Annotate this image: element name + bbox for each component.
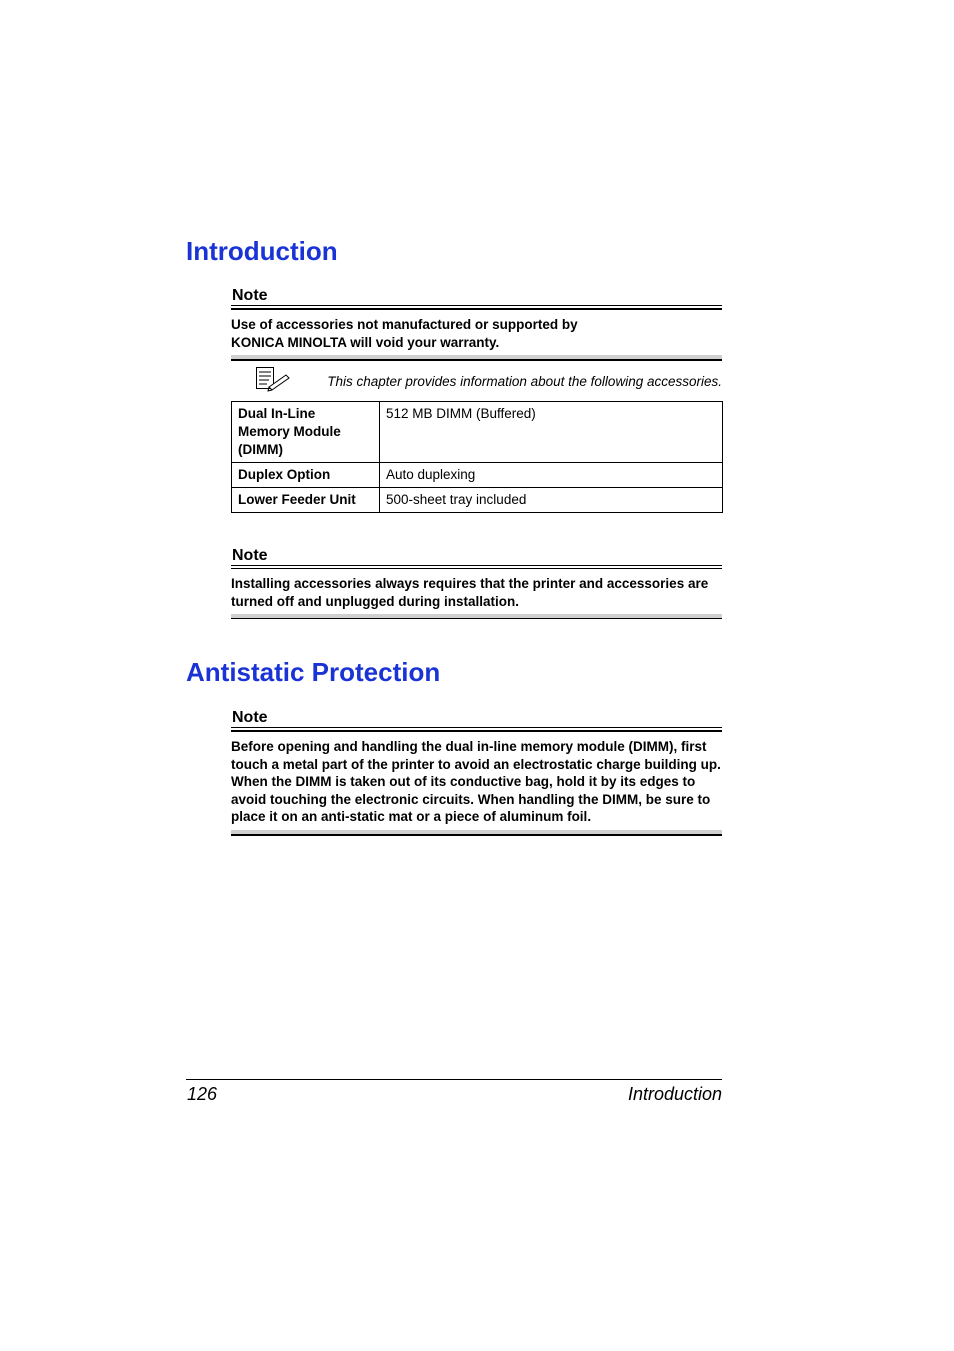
accessory-name-line: Memory Module: [238, 424, 341, 439]
note-text: Installing accessories always requires that the printer and accessories are turned off and unplugged during installation.: [231, 576, 709, 609]
note-header: [231, 543, 722, 566]
accessory-description: 512 MB DIMM (Buffered): [380, 402, 723, 463]
table-row: [232, 402, 723, 463]
note-label: Note: [232, 547, 268, 564]
chapter-note-text: This chapter provides information about the following accessories.: [327, 374, 722, 389]
footer-rule: [186, 1079, 722, 1080]
accessory-name-line: (DIMM): [238, 442, 283, 457]
note-label: Note: [232, 709, 268, 726]
accessory-name-line: Dual In-Line: [238, 406, 316, 421]
table-row: [232, 488, 723, 513]
accessory-name: Duplex Option: [232, 463, 380, 488]
antistatic-heading: Antistatic Protection: [186, 657, 441, 687]
note-text: Before opening and handling the dual in-line memory module (DIMM), first touch a metal part of the printer to avoid an electrostatic charge building up. When the DIMM is taken out of its conductive bag, hold it by its edges to avoid touching the electronic circuits. When handling the DIMM, be sure to place it on an anti-static mat or a piece of aluminum foil.: [231, 739, 721, 825]
note-text: [231, 310, 722, 355]
page-number: 126: [187, 1084, 218, 1104]
note-pencil-icon: [255, 366, 291, 392]
installing-note: [231, 543, 722, 619]
note-header: [231, 283, 722, 306]
accessory-name: Lower Feeder Unit: [232, 488, 380, 513]
note-rule-bottom: [231, 359, 722, 361]
footer-chapter-title: Introduction: [627, 1084, 722, 1104]
antistatic-note: [231, 705, 722, 836]
note-header: [231, 705, 722, 728]
note-text-line: Use of accessories not manufactured or supported by: [231, 317, 578, 332]
warranty-note: [231, 283, 722, 361]
note-rule-bottom: [231, 834, 722, 836]
accessories-table: [231, 401, 723, 513]
note-label: Note: [232, 287, 268, 304]
note-rule-bottom: [231, 618, 722, 619]
introduction-heading: Introduction: [186, 236, 338, 266]
table-row: [232, 463, 723, 488]
accessory-description: 500-sheet tray included: [380, 488, 723, 513]
chapter-note: [255, 364, 722, 394]
accessory-description: Auto duplexing: [380, 463, 723, 488]
accessory-name: [232, 402, 380, 463]
note-text-line: KONICA MINOLTA will void your warranty.: [231, 334, 500, 350]
